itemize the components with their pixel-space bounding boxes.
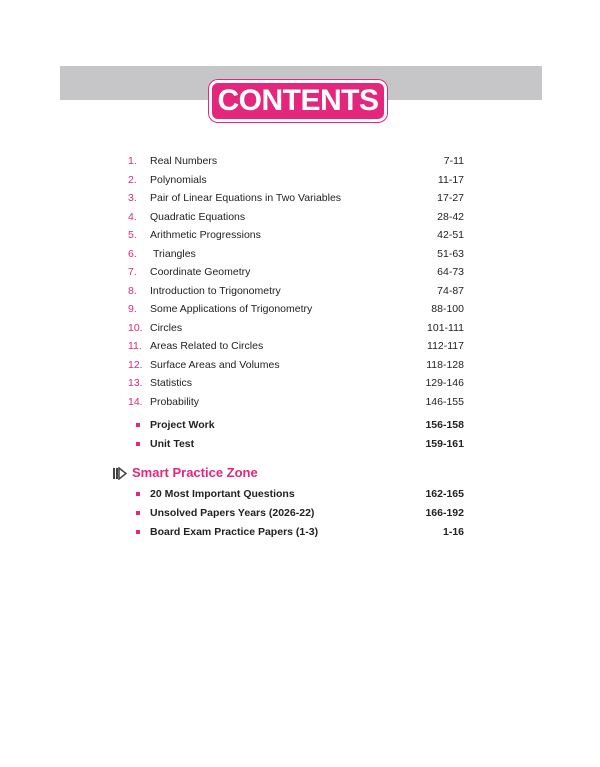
toc-row[interactable] <box>128 171 464 189</box>
page-range: 146-155 <box>425 395 464 408</box>
page-range: 159-161 <box>425 438 464 450</box>
triangle-arrow-icon <box>113 467 127 480</box>
bullet-square-icon <box>136 530 140 534</box>
bullet-square-icon <box>136 423 140 427</box>
page-range: 1-16 <box>442 526 464 538</box>
contents-title-box <box>209 80 387 122</box>
chapter-number: 9. <box>128 303 137 315</box>
page-range: 156-158 <box>425 419 464 431</box>
chapter-title: Triangles <box>153 247 196 260</box>
chapter-title: Introduction to Trigonometry <box>150 284 281 297</box>
chapter-title: Surface Areas and Volumes <box>150 358 280 371</box>
bullet-square-icon <box>136 492 140 496</box>
chapter-number: 6. <box>128 247 137 260</box>
toc-row[interactable] <box>128 208 464 226</box>
zone-row[interactable] <box>136 523 464 541</box>
zone-item-title: Unsolved Papers Years (2026-22) <box>150 507 315 519</box>
toc-extra-row[interactable] <box>136 416 464 434</box>
toc-row[interactable] <box>128 245 464 263</box>
page-range: 17-27 <box>437 192 464 204</box>
chapter-number: 7. <box>128 266 137 278</box>
bullet-square-icon <box>136 442 140 446</box>
zone-row[interactable] <box>136 485 464 503</box>
chapter-number: 10. <box>128 321 143 334</box>
extra-title: Project Work <box>150 419 215 431</box>
chapter-title: Coordinate Geometry <box>150 266 251 278</box>
page-range: 11-17 <box>437 173 464 186</box>
toc-row[interactable] <box>128 319 464 337</box>
toc-row[interactable] <box>128 152 464 170</box>
toc-row[interactable] <box>128 282 464 300</box>
chapter-number: 14. <box>128 395 143 408</box>
chapter-title: Polynomials <box>150 173 207 186</box>
chapter-title: Statistics <box>150 377 193 389</box>
page-range: 118-128 <box>426 358 464 371</box>
chapter-number: 5. <box>128 229 137 241</box>
page-title: CONTENTS <box>217 84 379 117</box>
toc-row[interactable] <box>128 226 464 244</box>
page-range: 42-51 <box>437 229 464 241</box>
toc-row[interactable] <box>128 263 464 281</box>
page-range: 51-63 <box>437 247 464 260</box>
toc-row[interactable] <box>128 300 464 318</box>
zone-row[interactable] <box>136 504 464 522</box>
toc-row[interactable] <box>128 337 464 355</box>
toc-row[interactable] <box>128 374 464 392</box>
chapter-title: Quadratic Equations <box>150 210 246 223</box>
chapter-title: Pair of Linear Equations in Two Variables <box>150 192 342 204</box>
page-range: 88-100 <box>431 303 464 315</box>
chapter-title: Arithmetic Progressions <box>150 229 261 241</box>
page-range: 162-165 <box>425 488 464 500</box>
page-range: 7-11 <box>443 155 464 167</box>
extra-title: Unit Test <box>150 438 195 450</box>
zone-title: Smart Practice Zone <box>132 465 258 480</box>
chapter-title: Some Applications of Trigonometry <box>150 303 313 315</box>
chapter-title: Real Numbers <box>150 155 218 167</box>
chapter-title: Circles <box>150 321 183 334</box>
page-range: 112-117 <box>427 340 464 352</box>
chapter-number: 4. <box>128 210 137 223</box>
zone-item-title: 20 Most Important Questions <box>150 488 295 500</box>
page-range: 74-87 <box>437 284 464 297</box>
toc-row[interactable] <box>128 189 464 207</box>
chapter-number: 8. <box>128 284 137 297</box>
page-range: 166-192 <box>425 507 464 519</box>
chapter-number: 2. <box>128 173 137 186</box>
bullet-square-icon <box>136 511 140 515</box>
page-range: 129-146 <box>425 377 464 389</box>
chapter-title: Probability <box>150 395 200 408</box>
chapter-title: Areas Related to Circles <box>150 340 264 352</box>
toc-extra-row[interactable] <box>136 435 464 453</box>
chapter-number: 3. <box>128 192 137 204</box>
toc-row[interactable] <box>128 356 464 374</box>
chapter-number: 12. <box>128 358 143 371</box>
page-range: 101-111 <box>427 321 464 334</box>
zone-item-title: Board Exam Practice Papers (1-3) <box>150 526 319 538</box>
toc-row[interactable] <box>128 393 464 411</box>
page-range: 64-73 <box>437 266 464 278</box>
chapter-number: 11. <box>128 340 142 352</box>
chapter-number: 1. <box>128 155 137 167</box>
chapter-number: 13. <box>128 377 143 389</box>
page-range: 28-42 <box>437 210 464 223</box>
